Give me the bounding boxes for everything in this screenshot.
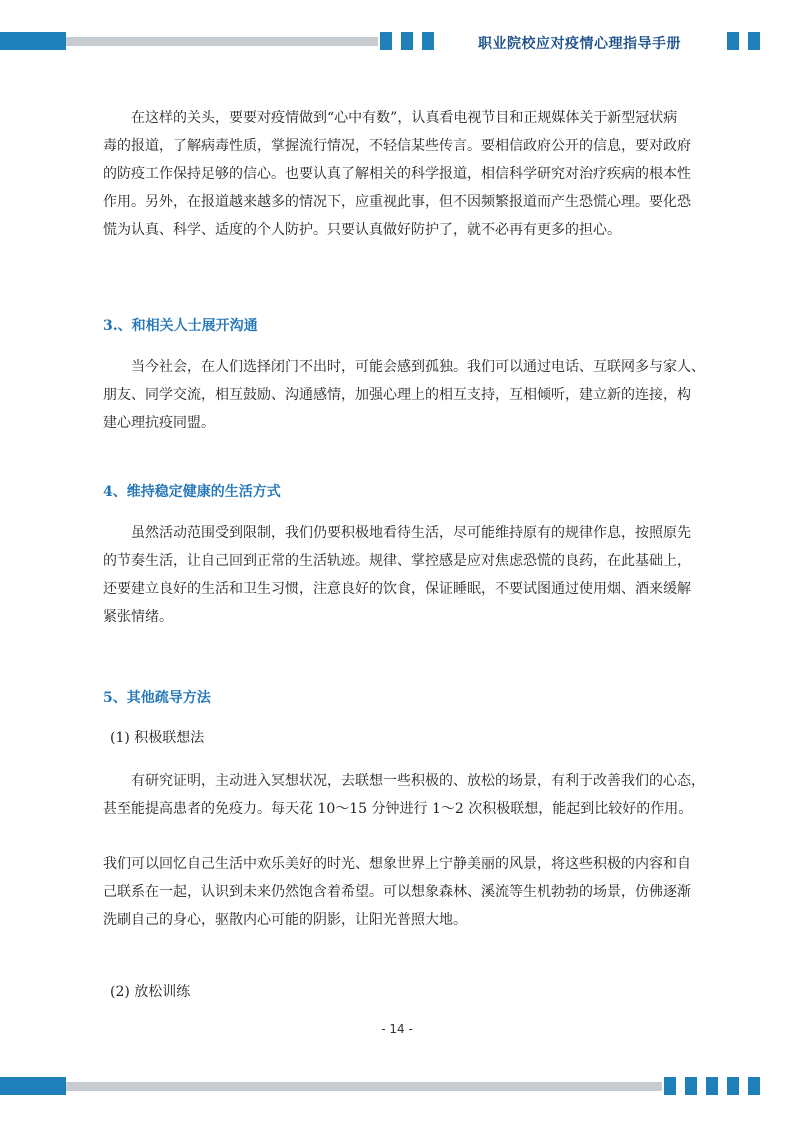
section-heading-4: 4、维持稳定健康的生活方式 xyxy=(103,484,281,500)
paragraph-positive-association xyxy=(103,767,705,823)
footer-block-4 xyxy=(727,1077,739,1095)
section-heading-5: 5、其他疏导方法 xyxy=(103,690,211,706)
text-line: 在这样的关头，要要对疫情做到“心中有数”，认真看电视节目和正规媒体关于新型冠状病 xyxy=(131,110,678,126)
text-line: 我们可以回忆自己生活中欢乐美好的时光、想象世界上宁静美丽的风景，将这些积极的内容和自 xyxy=(103,856,691,872)
text-line: 慌为认真、科学、适度的个人防护。只要认真做好防护了，就不必再有更多的担心。 xyxy=(103,222,621,238)
paragraph-news-awareness xyxy=(103,104,691,244)
text-line: 有研究证明，主动进入冥想状况，去联想一些积极的、放松的场景，有利于改善我们的心态， xyxy=(131,773,705,789)
text-line: 朋友、同学交流，相互鼓励、沟通感情，加强心理上的相互支持，互相倾听，建立新的连接，构 xyxy=(103,387,691,403)
text-line: 毒的报道，了解病毒性质，掌握流行情况，不轻信某些传言。要相信政府公开的信息，要对政府 xyxy=(103,138,691,154)
subheading-relaxation: (2) 放松训练 xyxy=(110,984,191,1000)
text-line: 己联系在一起，认识到未来仍然饱含着希望。可以想象森林、溪流等生机勃勃的场景，仿佛逐渐 xyxy=(103,884,691,900)
footer-block-1 xyxy=(664,1077,676,1095)
header-bar-rule xyxy=(66,37,378,46)
footer-bar-rule xyxy=(66,1082,662,1091)
text-line: 虽然活动范围受到限制，我们仍要积极地看待生活，尽可能维持原有的规律作息，按照原先 xyxy=(131,525,691,541)
header-block-1 xyxy=(380,32,392,50)
paragraph-communication xyxy=(103,353,705,437)
section-heading-3: 3.、和相关人士展开沟通 xyxy=(103,318,258,334)
subheading-positive-association: (1) 积极联想法 xyxy=(110,730,205,746)
header-block-5 xyxy=(748,32,760,50)
footer-bar-left xyxy=(0,1077,66,1095)
header-title: 职业院校应对疫情心理指导手册 xyxy=(478,36,681,52)
text-line: 紧张情绪。 xyxy=(103,609,173,625)
paragraph-healthy-lifestyle xyxy=(103,519,691,631)
footer-block-2 xyxy=(685,1077,697,1095)
header-block-3 xyxy=(422,32,434,50)
header-block-2 xyxy=(401,32,413,50)
text-line: 建心理抗疫同盟。 xyxy=(103,415,215,431)
header-bar-left xyxy=(0,32,66,50)
text-line: 作用。另外，在报道越来越多的情况下，应重视此事，但不因频繁报道而产生恐慌心理。要化恐 xyxy=(103,194,691,210)
text-line: 的防疫工作保持足够的信心。也要认真了解相关的科学报道，相信科学研究对治疗疾病的根本性 xyxy=(103,166,691,182)
page-number: - 14 - xyxy=(381,1022,413,1036)
paragraph-imagination xyxy=(103,850,691,934)
text-line: 的节奏生活，让自己回到正常的生活轨迹。规律、掌控感是应对焦虑恐慌的良药，在此基础上， xyxy=(103,553,691,569)
footer-block-5 xyxy=(748,1077,760,1095)
header-block-4 xyxy=(727,32,739,50)
text-line: 甚至能提高患者的免疫力。每天花 10～15 分钟进行 1～2 次积极联想，能起到比较好的作用。 xyxy=(103,801,693,817)
text-line: 还要建立良好的生活和卫生习惯，注意良好的饮食，保证睡眠，不要试图通过使用烟、酒来缓解 xyxy=(103,581,691,597)
text-line: 洗刷自己的身心，驱散内心可能的阴影，让阳光普照大地。 xyxy=(103,912,467,928)
text-line: 当今社会，在人们选择闭门不出时，可能会感到孤独。我们可以通过电话、互联网多与家人、 xyxy=(131,359,705,375)
footer-block-3 xyxy=(706,1077,718,1095)
